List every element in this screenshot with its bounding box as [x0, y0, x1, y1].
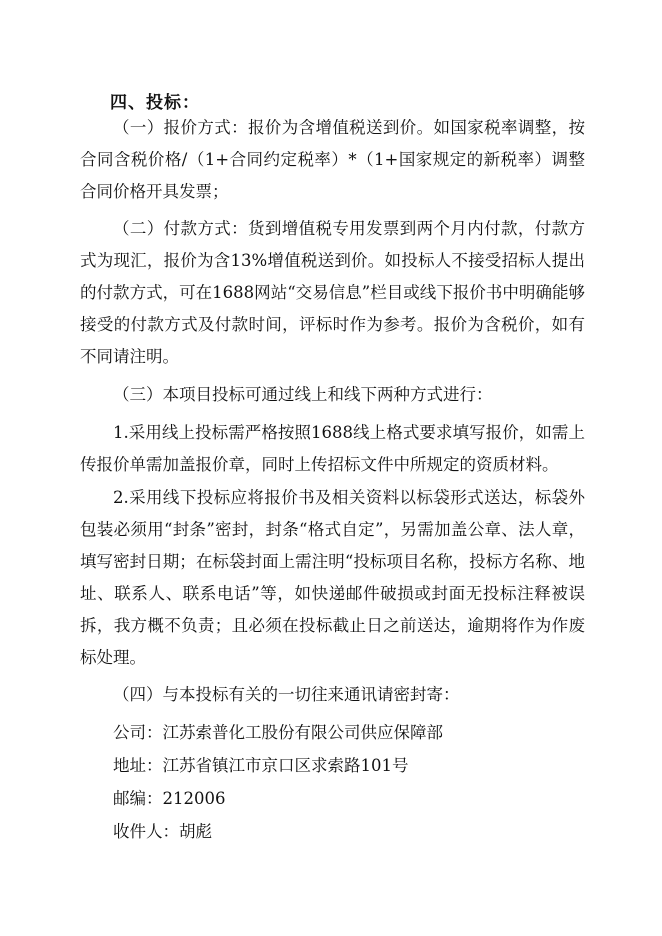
bidding-methods-intro: （三）本项目投标可通过线上和线下两种方式进行： [113, 385, 493, 404]
contact-recipient: 收件人：胡彪 [113, 822, 212, 841]
section-heading: 四、投标： [110, 93, 200, 113]
correspondence-paragraph: （四）与本投标有关的一切往来通讯请密封寄： [113, 685, 460, 704]
contact-address: 地址：江苏省镇江市京口区求索路101号 [113, 756, 409, 775]
contact-postcode: 邮编：212006 [113, 789, 226, 808]
online-bidding-paragraph: 1.采用线上投标需严格按照1688线上格式要求填写报价，如需上传报价单需加盖报价章，同时上传招标文件中所规定的资质材料。 [80, 423, 585, 474]
payment-method-paragraph: （二）付款方式：货到增值税专用发票到两个月内付款，付款方式为现汇，报价为含13%增值税送到价。如投标人不接受招标人提出的付款方式，可在1688网站“交易信息”栏目或线下报价书中明确能够接受的付款方式及付款时间，评标时作为参考。报价为含税价，如有不同请注明。 [80, 219, 585, 366]
offline-bidding-paragraph: 2.采用线下投标应将报价书及相关资料以标袋形式送达，标袋外包装必须用“封条”密封，封条“格式自定”，另需加盖公章、法人章，填写密封日期；在标袋封面上需注明“投标项目名称，投标方名称、地址、联系人、联系电话”等，如快递邮件破损或封面无投标注释被误拆，我方概不负责；且必须在投标截止日之前送达，逾期将作为作废标处理。 [80, 488, 585, 667]
pricing-method-paragraph: （一）报价方式：报价为含增值税送到价。如国家税率调整，按合同含税价格/（1+合同约定税率）*（1+国家规定的新税率）调整合同价格开具发票； [80, 118, 585, 201]
contact-company: 公司：江苏索普化工股份有限公司供应保障部 [113, 723, 443, 742]
